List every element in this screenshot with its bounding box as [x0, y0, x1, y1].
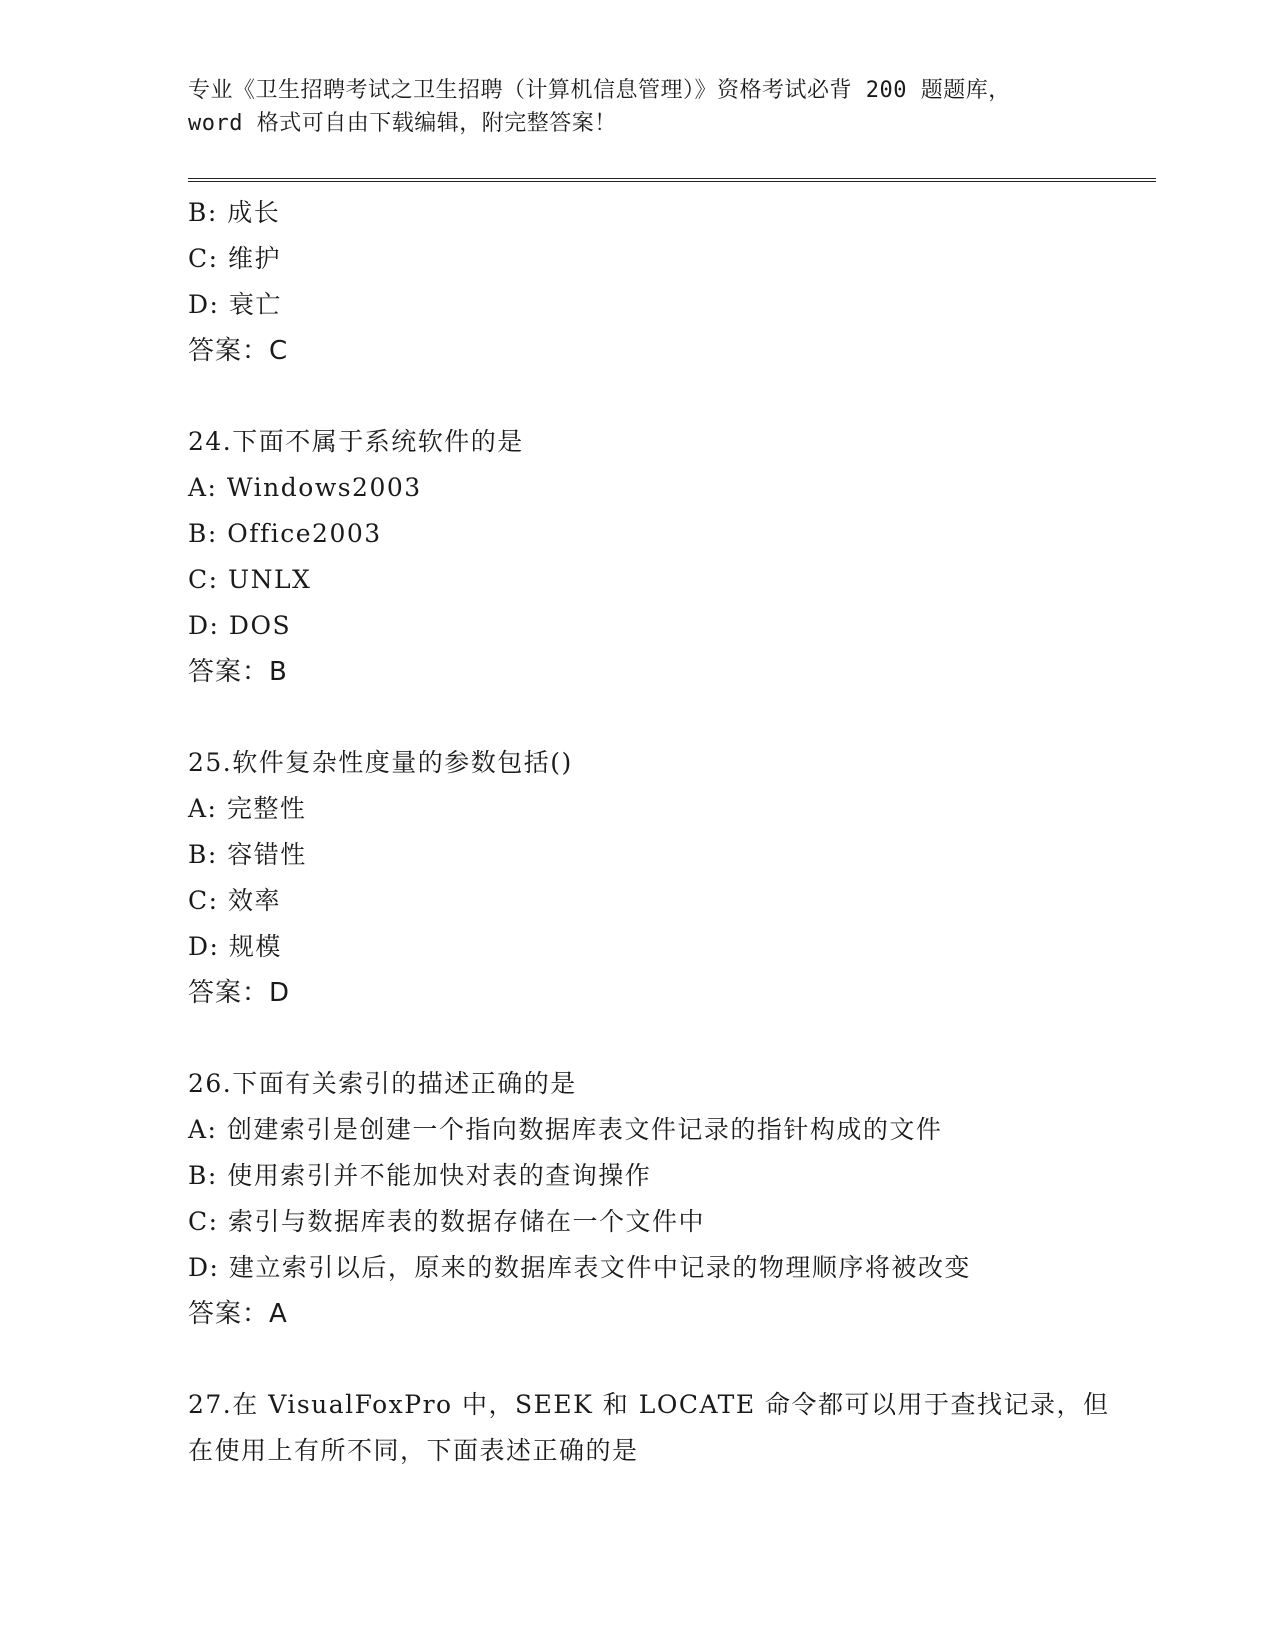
option-c: C: UNLX — [188, 565, 312, 594]
question-24 — [188, 419, 1088, 695]
answer-label: 答案：B — [188, 657, 288, 687]
option-b: B: 成长 — [188, 198, 281, 227]
spacer — [188, 695, 1088, 740]
header-title-line-1: 专业《卫生招聘考试之卫生招聘（计算机信息管理）》资格考试必背 200 题题库， — [188, 78, 1011, 103]
question-text: 24.下面不属于系统软件的是 — [188, 427, 524, 456]
header-title-line-2: word 格式可自由下载编辑，附完整答案！ — [188, 111, 617, 136]
option-a: A: 完整性 — [188, 794, 307, 823]
spacer — [188, 1337, 1088, 1382]
option-c: C: 维护 — [188, 244, 281, 273]
question-list — [188, 190, 1110, 1474]
question-26 — [188, 1061, 1088, 1337]
question-25 — [188, 740, 1088, 1016]
option-d: D: DOS — [188, 611, 292, 640]
document-header — [188, 74, 1088, 140]
answer-label: 答案：C — [188, 336, 289, 366]
option-b: B: 使用索引并不能加快对表的查询操作 — [188, 1161, 652, 1190]
question-text: 26.下面有关索引的描述正确的是 — [188, 1069, 577, 1098]
option-a: A: Windows2003 — [188, 473, 422, 502]
option-d: D: 建立索引以后，原来的数据库表文件中记录的物理顺序将被改变 — [188, 1253, 971, 1282]
option-b: B: 容错性 — [188, 840, 307, 869]
question-text-line-2: 在使用上有所不同，下面表述正确的是 — [188, 1436, 639, 1465]
spacer — [188, 374, 1088, 419]
option-a: A: 创建索引是创建一个指向数据库表文件记录的指针构成的文件 — [188, 1115, 943, 1144]
question-text-line-1: 27.在 VisualFoxPro 中，SEEK 和 LOCATE 命令都可以用于查找记录，但 — [188, 1390, 1110, 1419]
question-text: 25.软件复杂性度量的参数包括() — [188, 748, 573, 777]
option-d: D: 规模 — [188, 932, 282, 961]
answer-label: 答案：D — [188, 978, 291, 1008]
spacer — [188, 1016, 1088, 1061]
question-27 — [188, 1382, 1110, 1474]
option-c: C: 效率 — [188, 886, 281, 915]
option-c: C: 索引与数据库表的数据存储在一个文件中 — [188, 1207, 705, 1236]
question-23-partial — [188, 190, 1088, 374]
answer-label: 答案：A — [188, 1299, 288, 1329]
option-b: B: Office2003 — [188, 519, 382, 548]
option-d: D: 衰亡 — [188, 290, 282, 319]
header-divider — [188, 178, 1156, 182]
